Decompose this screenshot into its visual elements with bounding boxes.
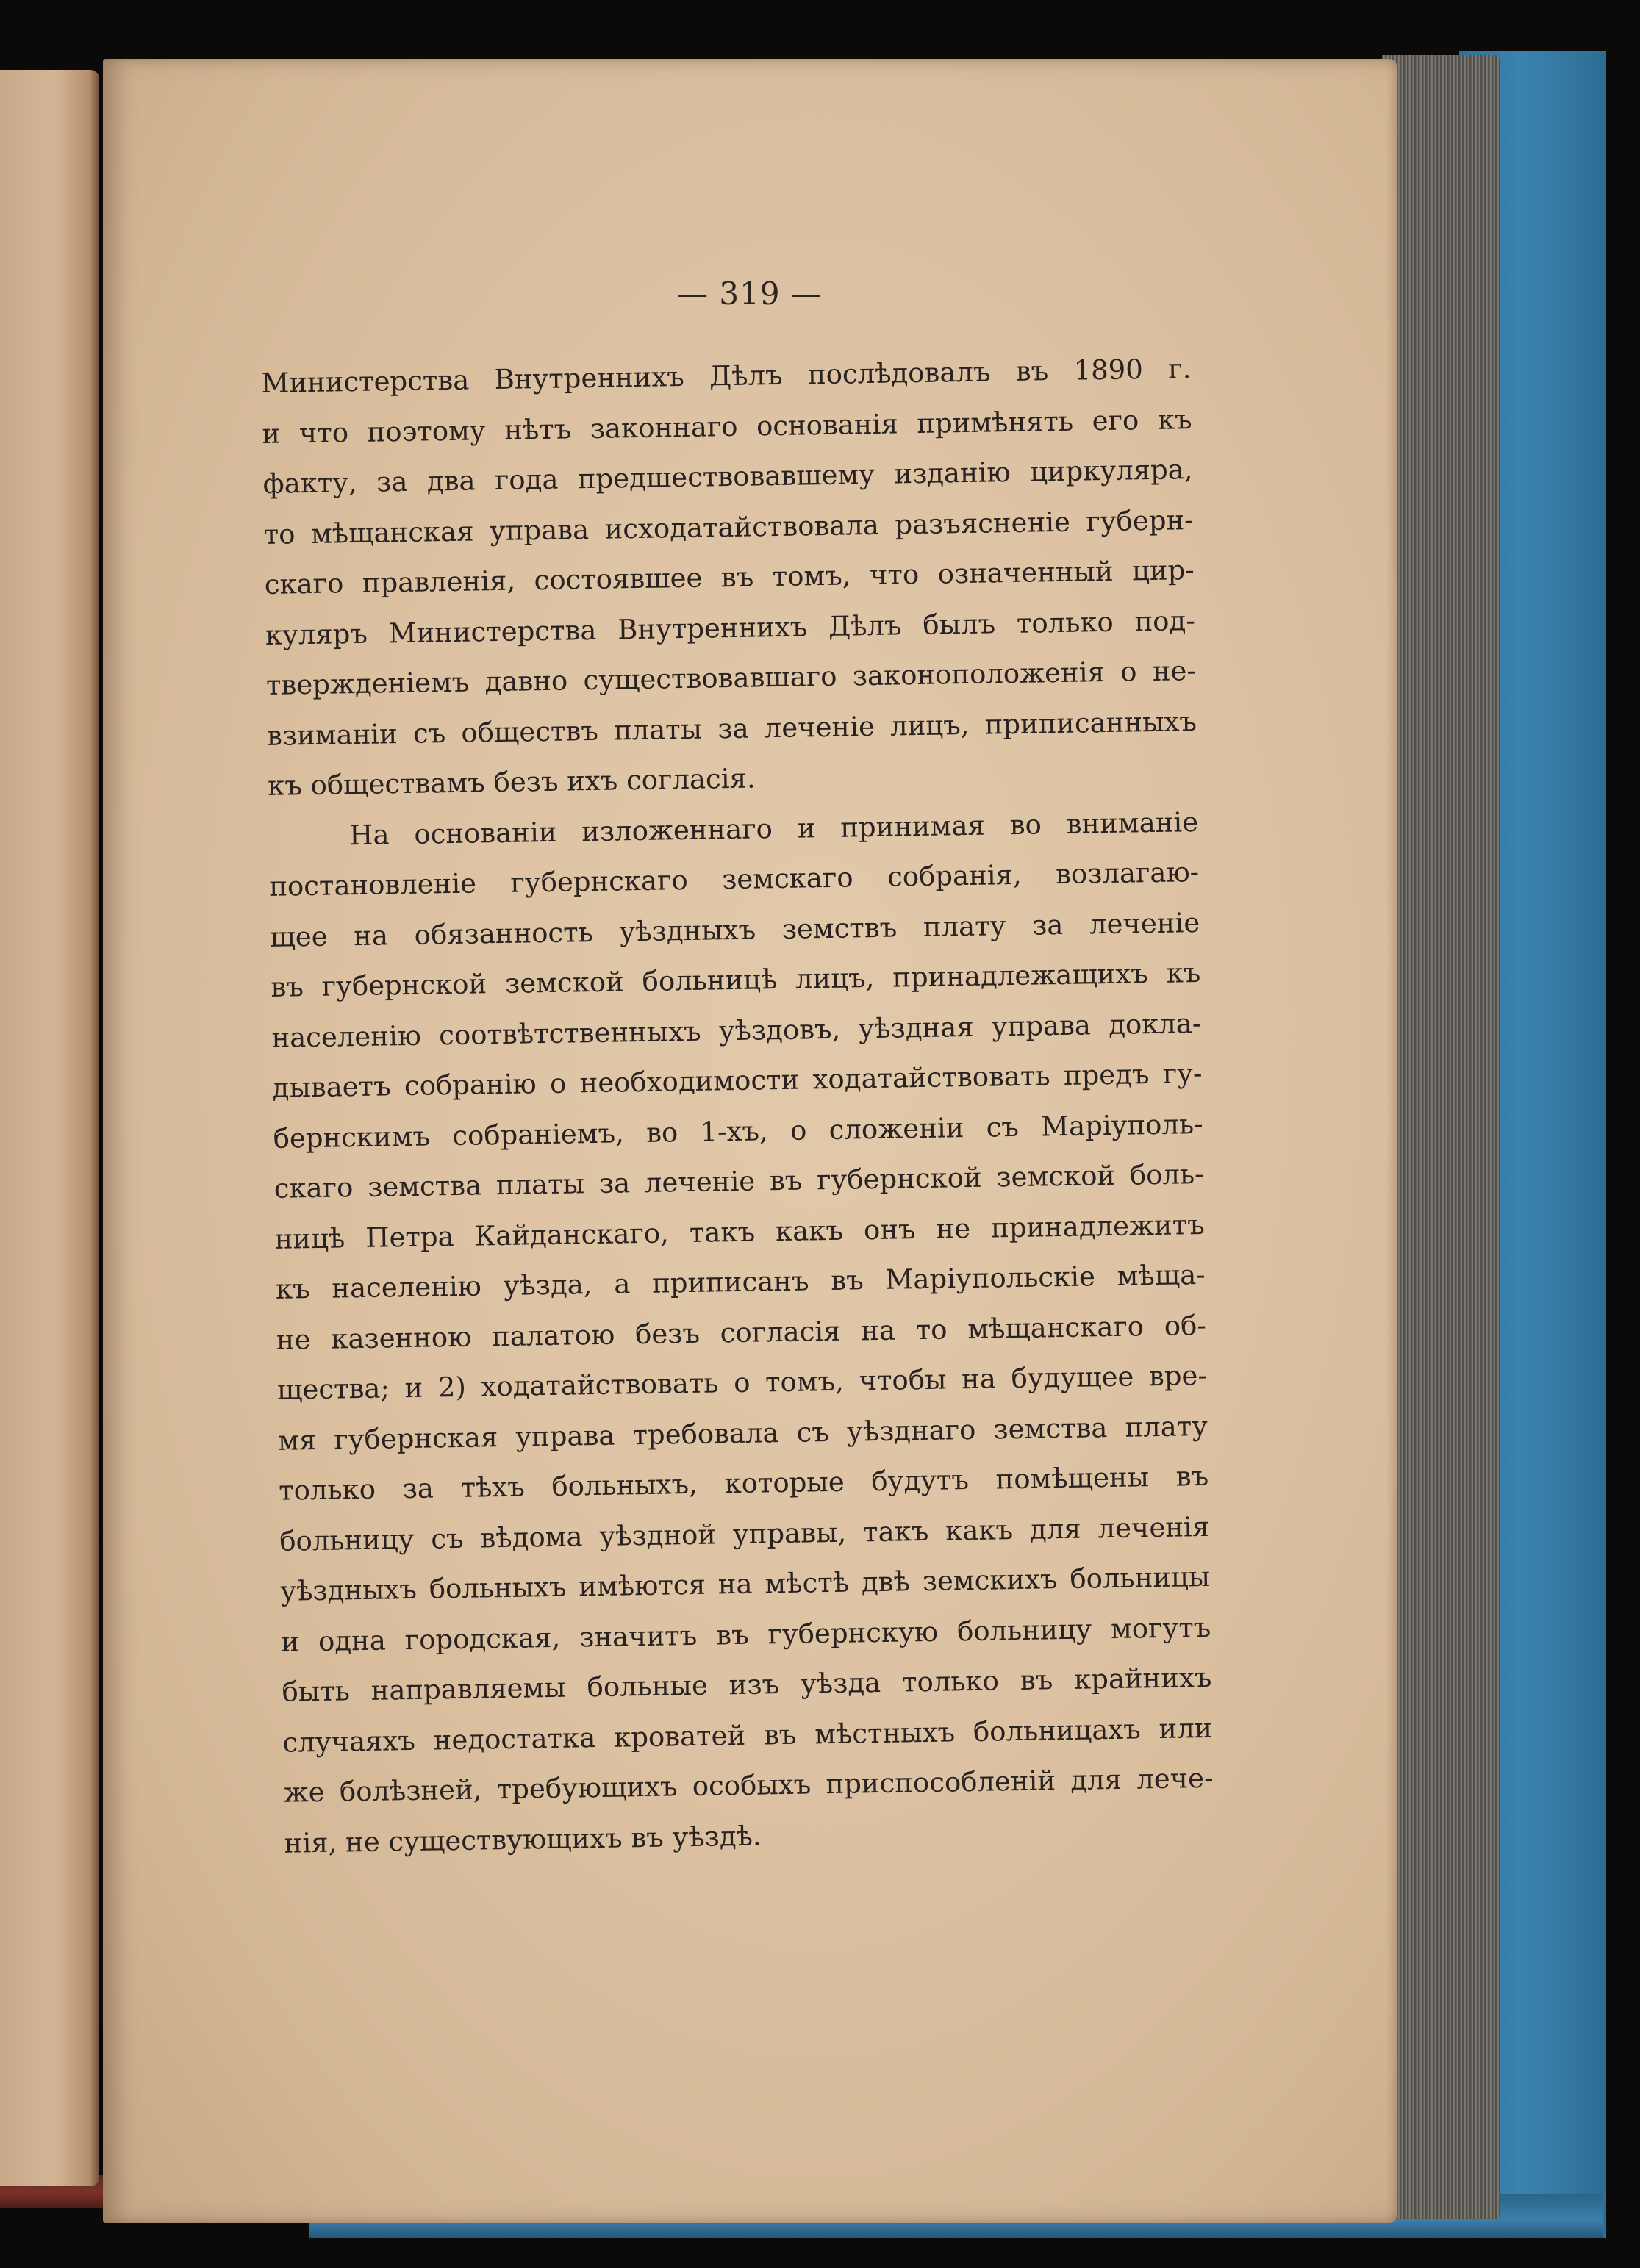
text-line: къ населенію уѣзда, а приписанъ въ Маріупольскіе мѣща- bbox=[275, 1258, 1206, 1305]
text-line: скаго земства платы за леченіе въ губернской земской боль- bbox=[273, 1158, 1204, 1205]
text-line: то мѣщанская управа исходатайствовала разъясненіе губерн- bbox=[263, 503, 1194, 550]
page-fore-edge bbox=[1382, 55, 1500, 2219]
text-line: На основаніи изложеннаго и принимая во вниманіе bbox=[348, 805, 1199, 851]
text-line: бернскимъ собраніемъ, во 1-хъ, о сложеніи съ Маріуполь- bbox=[273, 1108, 1203, 1155]
text-line: постановленіе губернскаго земскаго собранія, возлагаю- bbox=[268, 856, 1200, 902]
text-line: дываетъ собранію о необходимости ходатайствовать предъ гу- bbox=[272, 1058, 1203, 1104]
text-line: населенію соотвѣтственныхъ уѣздовъ, уѣздная управа докла- bbox=[271, 1007, 1202, 1054]
text-line: нія, не существующихъ въ уѣздѣ. bbox=[284, 1820, 762, 1859]
text-line: случаяхъ недостатка кроватей въ мѣстныхъ больницахъ или bbox=[282, 1712, 1213, 1759]
text-line: куляръ Министерства Внутреннихъ Дѣлъ былъ только под- bbox=[265, 604, 1196, 651]
text-line: и одна городская, значитъ въ губернскую больницу могутъ bbox=[281, 1611, 1211, 1658]
text-line: и что поэтому нѣтъ законнаго основанія примѣнять его къ bbox=[262, 403, 1192, 450]
body-text bbox=[261, 344, 1214, 1869]
text-line: щества; и 2) ходатайствовать о томъ, чтобы на будущее вре- bbox=[276, 1359, 1208, 1406]
text-line: быть направляемы больные изъ уѣзда только въ крайнихъ bbox=[282, 1661, 1212, 1708]
text-line: скаго правленія, состоявшее въ томъ, что означенный цир- bbox=[264, 554, 1195, 600]
text-line: же болѣзней, требующихъ особыхъ приспособленій для лече- bbox=[283, 1762, 1214, 1809]
text-line: въ губернской земской больницѣ лицъ, принадлежащихъ къ bbox=[271, 957, 1201, 1003]
text-line: факту, за два года предшествовавшему изданію циркуляра, bbox=[262, 453, 1193, 500]
text-line: къ обществамъ безъ ихъ согласія. bbox=[267, 762, 756, 802]
text-line: только за тѣхъ больныхъ, которые будутъ помѣщены въ bbox=[278, 1460, 1209, 1507]
text-line: уѣздныхъ больныхъ имѣются на мѣстѣ двѣ земскихъ больницы bbox=[280, 1560, 1211, 1607]
text-line: не казенною палатою безъ согласія на то мѣщанскаго об- bbox=[276, 1309, 1207, 1356]
text-line: ницѣ Петра Кайданскаго, такъ какъ онъ не принадлежитъ bbox=[274, 1208, 1205, 1255]
text-line: Министерства Внутреннихъ Дѣлъ послѣдовалъ въ 1890 г. bbox=[261, 353, 1192, 399]
text-line: мя губернская управа требовала съ уѣзднаго земства плату bbox=[277, 1410, 1208, 1457]
text-line: твержденіемъ давно существовавшаго законоположенія о не- bbox=[265, 655, 1197, 701]
text-line: взиманіи съ обществъ платы за леченіе лицъ, приписанныхъ bbox=[266, 705, 1197, 752]
text-line: больницу съ вѣдома уѣздной управы, такъ какъ для леченія bbox=[279, 1510, 1210, 1557]
page-number: — 319 — bbox=[677, 276, 823, 312]
text-line: щее на обязанность уѣздныхъ земствъ плату за леченіе bbox=[270, 906, 1200, 953]
left-page-edge bbox=[0, 70, 99, 2186]
